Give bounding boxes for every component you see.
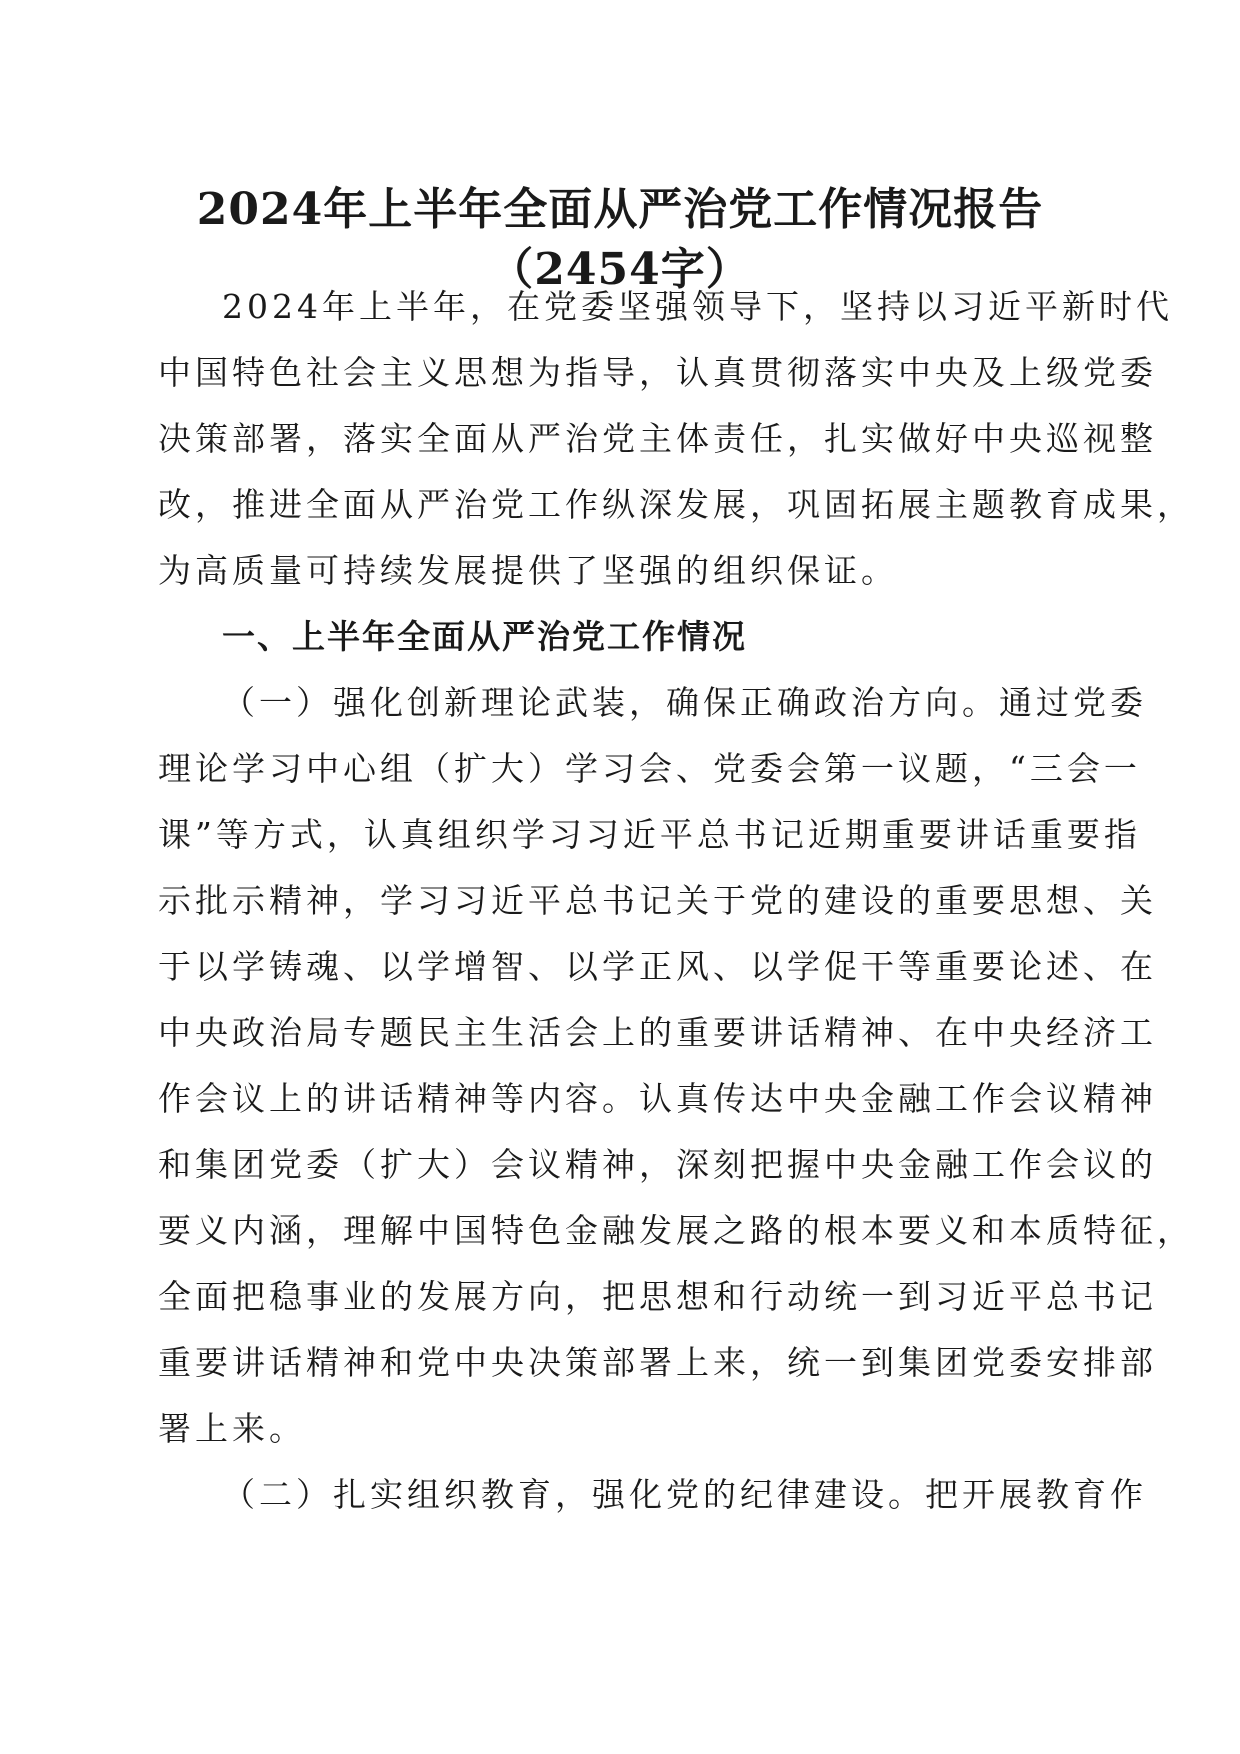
paragraph-2-line-7: 作会议上的讲话精神等内容。认真传达中央金融工作会议精神 bbox=[158, 1079, 1157, 1118]
paragraph-1-line-5: 为高质量可持续发展提供了坚强的组织保证。 bbox=[158, 551, 898, 590]
paragraph-1-line-4: 改，推进全面从严治党工作纵深发展，巩固拓展主题教育成果， bbox=[158, 485, 1194, 524]
paragraph-2-line-9: 要义内涵，理解中国特色金融发展之路的根本要义和本质特征， bbox=[158, 1211, 1194, 1250]
paragraph-1-line-1: 2024年上半年，在党委坚强领导下，坚持以习近平新时代 bbox=[222, 287, 1173, 326]
document-body bbox=[158, 274, 1194, 1528]
paragraph-2-line-10: 全面把稳事业的发展方向，把思想和行动统一到习近平总书记 bbox=[158, 1277, 1157, 1316]
section-heading-1: 一、上半年全面从严治党工作情况 bbox=[222, 617, 747, 656]
paragraph-2-line-12: 署上来。 bbox=[158, 1409, 306, 1448]
paragraph-3-line-1: （二）扎实组织教育，强化党的纪律建设。把开展教育作 bbox=[222, 1475, 1147, 1514]
paragraph-2-line-11: 重要讲话精神和党中央决策部署上来，统一到集团党委安排部 bbox=[158, 1343, 1157, 1382]
paragraph-2-line-3: 课”等方式，认真组织学习习近平总书记近期重要讲话重要指 bbox=[158, 815, 1141, 854]
document-title: 2024年上半年全面从严治党工作情况报告 bbox=[196, 184, 1044, 235]
paragraph-2-line-1: （一）强化创新理论武装，确保正确政治方向。通过党委 bbox=[222, 683, 1147, 722]
paragraph-2-line-6: 中央政治局专题民主生活会上的重要讲话精神、在中央经济工 bbox=[158, 1013, 1157, 1052]
paragraph-2-line-4: 示批示精神，学习习近平总书记关于党的建设的重要思想、关 bbox=[158, 881, 1157, 920]
paragraph-2-line-2: 理论学习中心组（扩大）学习会、党委会第一议题，“三会一 bbox=[158, 749, 1141, 788]
document-subtitle: （2454字） bbox=[489, 244, 751, 295]
paragraph-1-line-3: 决策部署，落实全面从严治党主体责任，扎实做好中央巡视整 bbox=[158, 419, 1157, 458]
paragraph-2-line-8: 和集团党委（扩大）会议精神，深刻把握中央金融工作会议的 bbox=[158, 1145, 1157, 1184]
paragraph-1-line-2: 中国特色社会主义思想为指导，认真贯彻落实中央及上级党委 bbox=[158, 353, 1157, 392]
paragraph-2-line-5: 于以学铸魂、以学增智、以学正风、以学促干等重要论述、在 bbox=[158, 947, 1157, 986]
